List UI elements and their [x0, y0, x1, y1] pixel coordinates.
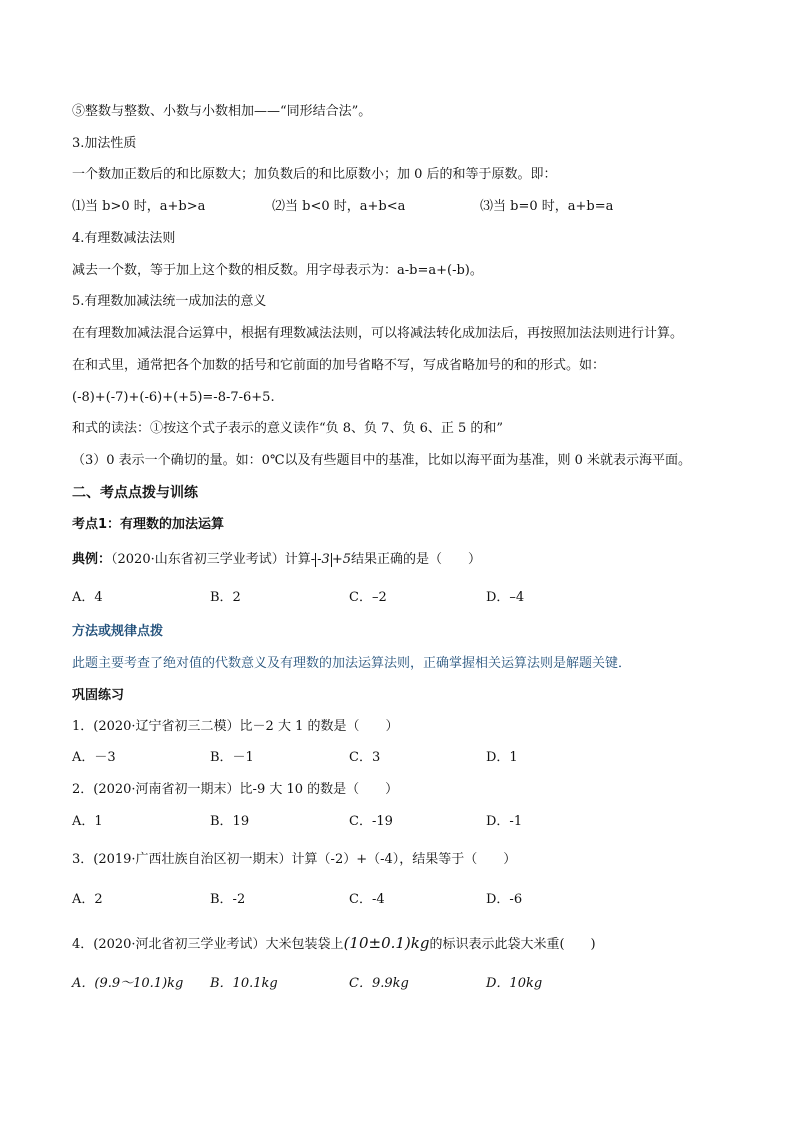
text-line: 和式的读法：①按这个式子表示的意义读作“负 8、负 7、负 6、正 5 的和”: [72, 421, 504, 436]
option-b: B．19: [210, 814, 250, 829]
text-line: 在和式里，通常把各个加数的括号和它前面的加号省略不写，写成省略加号的和的形式。如：: [72, 358, 606, 373]
example-question: [72, 551, 481, 569]
question-4: 4．(2020·河北省初三学业考试）大米包装袋上(10±0.1)kg的标识表示此袋大米重( ): [72, 934, 596, 952]
text-line: （3）0 表示一个确切的量。如：0℃以及有些题目中的基准，比如以海平面为基准，则 0 米就表示海平面。: [72, 453, 692, 468]
question-2-options: [72, 813, 732, 831]
example-tail: 结果正确的是（ ）: [350, 552, 481, 567]
heading-unify-meaning: 5.有理数加减法统一成加法的意义: [72, 294, 267, 309]
option-b: B．2: [210, 590, 241, 605]
option-a: A．2: [72, 892, 103, 907]
example-options: [72, 589, 732, 607]
question-2: 2．(2020·河南省初一期末）比-9 大 10 的数是（ ）: [72, 782, 399, 797]
question-1-options: [72, 749, 732, 767]
properties-row: [72, 198, 732, 216]
option-d: D．10kg: [486, 976, 543, 991]
text-line: ⑤整数与整数、小数与小数相加——“同形结合法”。: [72, 104, 372, 119]
mass-expression: (10±0.1)kg: [343, 934, 430, 952]
option-c: C．-19: [349, 814, 393, 829]
option-c: C．-4: [349, 892, 385, 907]
heading-subtraction-rule: 4.有理数减法法则: [72, 231, 176, 246]
option-c: C．3: [349, 750, 381, 765]
option-a: A．1: [72, 814, 103, 829]
option-b: B．－1: [210, 750, 254, 765]
section-title: 二、考点点拨与训练: [72, 485, 198, 501]
example-source: （2020·山东省初三学业考试）计算: [111, 552, 311, 567]
example-label: 典例：: [72, 552, 112, 567]
question-4-options: [72, 975, 732, 993]
kaodian-title: 考点1：有理数的加法运算: [72, 517, 225, 532]
text-line: 在有理数加减法混合运算中，根据有理数减法法则，可以将减法转化成加法后，再按照加法法则进行计算。: [72, 326, 684, 341]
method-text: 此题主要考查了绝对值的代数意义及有理数的加法运算法则，正确掌握相关运算法则是解题关键．: [72, 656, 632, 671]
heading-addition-properties: 3.加法性质: [72, 136, 137, 151]
option-d: D．-1: [486, 814, 523, 829]
property-3: ⑶当 b=0 时，a+b=a: [480, 199, 614, 214]
option-b: B．-2: [210, 892, 246, 907]
option-a: A．4: [72, 590, 103, 605]
question-3: 3．(2019·广西壮族自治区初一期末）计算（-2）+（-4），结果等于（ ）: [72, 852, 517, 867]
option-c: C．9.9kg: [349, 976, 409, 991]
option-d: D．1: [486, 750, 518, 765]
option-d: D．–4: [486, 590, 525, 605]
option-c: C．–2: [349, 590, 387, 605]
method-title: 方法或规律点拨: [72, 624, 164, 639]
abs-expression: - -3 +5: [310, 552, 351, 567]
text-line: 减去一个数，等于加上这个数的相反数。用字母表示为：a-b=a+(-b)。: [72, 263, 483, 278]
formula-line: (-8)+(-7)+(-6)+(+5)=-8-7-6+5.: [72, 390, 275, 405]
option-d: D．-6: [486, 892, 523, 907]
practice-title: 巩固练习: [72, 688, 125, 703]
property-2: ⑵当 b<0 时，a+b<a: [272, 199, 406, 214]
option-b: B．10.1kg: [210, 976, 278, 991]
option-a: A．(9.9～10.1)kg: [72, 976, 184, 991]
question-3-options: [72, 891, 732, 909]
option-a: A．－3: [72, 750, 116, 765]
question-1: 1．(2020·辽宁省初三二模）比－2 大 1 的数是（ ）: [72, 719, 399, 734]
property-1: ⑴当 b>0 时，a+b>a: [72, 199, 206, 214]
text-line: 一个数加正数后的和比原数大；加负数后的和比原数小；加 0 后的和等于原数。即：: [72, 167, 557, 182]
